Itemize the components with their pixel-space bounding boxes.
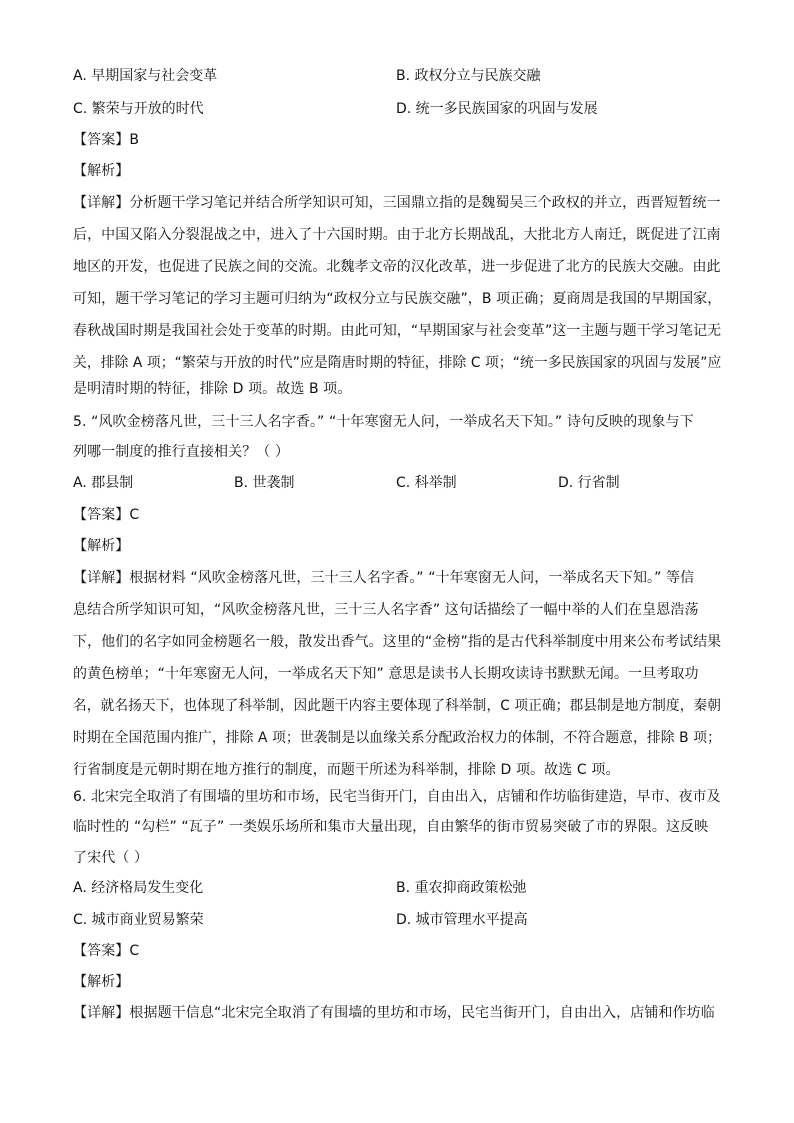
q6-detail-line: 【详解】根据题干信息“北宋完全取消了有围墙的里坊和市场，民宅当街开门，自由出入，店铺和作坊临 <box>73 1005 715 1021</box>
q4-answer: 【答案】B <box>73 132 140 148</box>
q4-option-c: C. 繁荣与开放的时代 <box>73 101 204 117</box>
q5-detail-line: 名，就名扬天下，也体现了科举制，因此题干内容主要体现了科举制，C 项正确；郡县制是地方制度，秦朝 <box>73 698 722 714</box>
q4-detail-line: 地区的开发，也促进了民族之间的交流。北魏孝文帝的汉化改革，进一步促进了北方的民族大交融。由此 <box>73 259 721 275</box>
q4-option-d: D. 统一多民族国家的巩固与发展 <box>396 101 598 117</box>
q4-detail-line: 关，排除 A 项；“繁荣与开放的时代”应是隋唐时期的特征，排除 C 项；“统一多民族国家的巩固与发展”应 <box>73 355 722 371</box>
q6-option-b: B. 重农抑商政策松弛 <box>396 880 527 896</box>
q6-option-a: A. 经济格局发生变化 <box>73 880 204 896</box>
q5-stem-line: 列哪一制度的推行直接相关？（ ） <box>73 444 290 460</box>
q5-detail-line: 行省制度是元朝时期在地方推行的制度，而题干所述为科举制，排除 D 项。故选 C 项。 <box>73 762 620 778</box>
q4-detail-line: 是明清时期的特征，排除 D 项。故选 B 项。 <box>73 381 352 397</box>
q6-option-c: C. 城市商业贸易繁荣 <box>73 912 204 928</box>
q6-stem-line: 临时性的 “勾栏” “瓦子” 一类娱乐场所和集市大量出现，自由繁华的街市贸易突破了市的界限。这反映 <box>73 819 709 835</box>
q5-detail-line: 【详解】根据材料 “风吹金榜落凡世，三十三人名字香。” “十年寒窗无人问，一举成名天下知。” 等信 <box>73 570 695 586</box>
q6-stem-line: 了宋代（ ） <box>73 850 149 866</box>
q6-analysis-label: 【解析】 <box>73 974 130 990</box>
q5-detail-line: 时期在全国范围内推广，排除 A 项；世袭制是以血缘关系分配政治权力的体制，不符合题意，排除 B 项； <box>73 730 721 746</box>
q6-answer: 【答案】C <box>73 943 140 959</box>
q4-option-b: B. 政权分立与民族交融 <box>396 68 541 84</box>
q5-answer: 【答案】C <box>73 507 140 523</box>
q4-option-a: A. 早期国家与社会变革 <box>73 68 218 84</box>
q5-option-a: A. 郡县制 <box>73 475 134 491</box>
q5-detail-line: 的黄色榜单；“十年寒窗无人问，一举成名天下知” 意思是读书人长期攻读诗书默默无闻。一旦考取功 <box>73 666 699 682</box>
q5-detail-line: 息结合所学知识可知，“风吹金榜落凡世，三十三人名字香” 这句话描绘了一幅中举的人们在皇恩浩荡 <box>73 602 699 618</box>
q5-stem-line: 5. “风吹金榜落凡世，三十三人名字香。” “十年寒窗无人问，一举成名天下知。” 诗句反映的现象与下 <box>73 414 694 430</box>
q4-detail-line: 春秋战国时期是我国社会处于变革的时期。由此可知，“早期国家与社会变革”这一主题与题干学习笔记无 <box>73 323 722 339</box>
q6-option-d: D. 城市管理水平提高 <box>396 912 528 928</box>
q5-option-c: C. 科举制 <box>396 475 457 491</box>
q5-detail-line: 下，他们的名字如同金榜题名一般，散发出香气。这里的“金榜”指的是古代科举制度中用来公布考试结果 <box>73 634 722 650</box>
q4-detail-line: 后，中国又陷入分裂混战之中，进入了十六国时期。由于北方长期战乱，大批北方人南迁，既促进了江南 <box>73 227 721 243</box>
q5-option-d: D. 行省制 <box>558 475 620 491</box>
q6-stem-line: 6. 北宋完全取消了有围墙的里坊和市场，民宅当街开门，自由出入，店铺和作坊临街建造，早市、夜市及 <box>73 789 721 805</box>
q4-detail-line: 【详解】分析题干学习笔记并结合所学知识可知，三国鼎立指的是魏蜀吴三个政权的并立，西晋短暂统一 <box>73 195 721 211</box>
q5-option-b: B. 世袭制 <box>234 475 295 491</box>
q5-analysis-label: 【解析】 <box>73 538 130 554</box>
q4-detail-line: 可知，题干学习笔记的学习主题可归纳为“政权分立与民族交融”，B 项正确；夏商周是我国的早期国家， <box>73 291 722 307</box>
q4-analysis-label: 【解析】 <box>73 163 130 179</box>
